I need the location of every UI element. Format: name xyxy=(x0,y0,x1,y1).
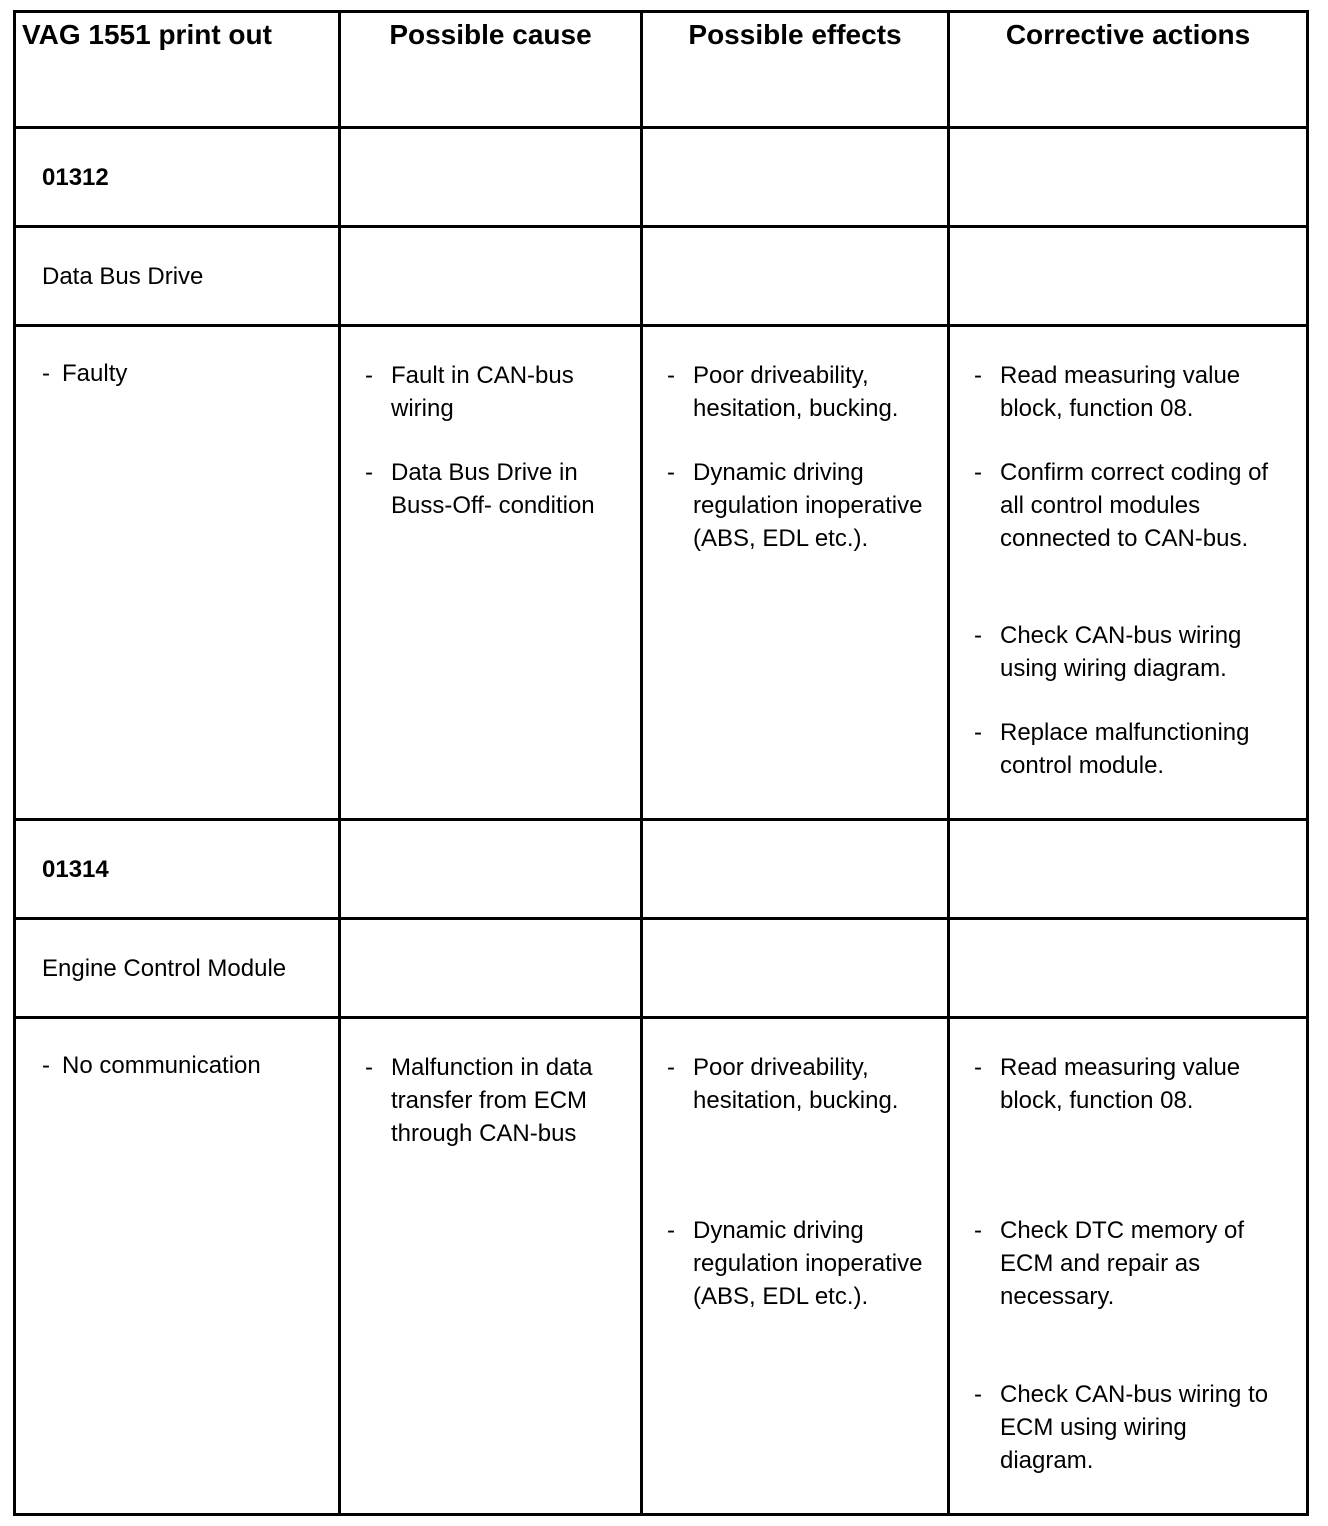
empty-cell xyxy=(340,820,642,919)
empty-cell xyxy=(642,820,949,919)
list-item: - Fault in CAN-bus wiring xyxy=(365,359,620,425)
table-row xyxy=(15,128,1308,227)
list-item: - Check CAN-bus wiring to ECM using wiring diagram. xyxy=(974,1378,1286,1477)
empty-cell xyxy=(949,128,1308,227)
list-item: - Dynamic driving regulation inoperative (ABS, EDL etc.). xyxy=(667,456,927,555)
empty-cell xyxy=(340,227,642,326)
empty-cell xyxy=(340,919,642,1018)
possible-effects-cell xyxy=(642,1018,949,1515)
possible-cause-cell xyxy=(340,1018,642,1515)
possible-cause-cell xyxy=(340,326,642,820)
list-item: - Check DTC memory of ECM and repair as necessary. xyxy=(974,1214,1286,1313)
fault-condition-cell xyxy=(15,1018,340,1515)
list-item: - Read measuring value block, function 08. xyxy=(974,359,1286,425)
list-item: - Poor driveability, hesitation, bucking. xyxy=(667,1051,927,1117)
list-item: - Check CAN-bus wiring using wiring diagram. xyxy=(974,619,1286,685)
list-item: - Read measuring value block, function 08. xyxy=(974,1051,1286,1117)
empty-cell xyxy=(642,919,949,1018)
header-printout: VAG 1551 print out xyxy=(15,12,340,128)
table-row xyxy=(15,919,1308,1018)
empty-cell xyxy=(949,820,1308,919)
empty-cell xyxy=(340,128,642,227)
component-name: Data Bus Drive xyxy=(15,227,340,326)
dtc-code: 01312 xyxy=(15,128,340,227)
possible-effects-cell xyxy=(642,326,949,820)
empty-cell xyxy=(642,128,949,227)
corrective-actions-cell xyxy=(949,326,1308,820)
component-name: Engine Control Module xyxy=(15,919,340,1018)
table-row xyxy=(15,1018,1308,1515)
list-item: - Data Bus Drive in Buss-Off- condition xyxy=(365,456,620,522)
list-item: - Poor driveability, hesitation, bucking. xyxy=(667,359,927,425)
empty-cell xyxy=(642,227,949,326)
header-corrective-actions: Corrective actions xyxy=(949,12,1308,128)
fault-condition-cell xyxy=(15,326,340,820)
dtc-code: 01314 xyxy=(15,820,340,919)
dtc-table xyxy=(13,10,1309,1516)
header-possible-effects: Possible effects xyxy=(642,12,949,128)
header-possible-cause: Possible cause xyxy=(340,12,642,128)
dash-bullet: - xyxy=(42,360,50,387)
table-row xyxy=(15,820,1308,919)
table-row xyxy=(15,326,1308,820)
table-row xyxy=(15,227,1308,326)
corrective-actions-cell xyxy=(949,1018,1308,1515)
header-row xyxy=(15,12,1308,128)
dash-bullet: - xyxy=(42,1052,50,1079)
list-item: - Malfunction in data transfer from ECM through CAN-bus xyxy=(365,1051,620,1150)
list-item: - Confirm correct coding of all control modules connected to CAN-bus. xyxy=(974,456,1286,555)
fault-condition: No communication xyxy=(62,1052,261,1079)
list-item: - Dynamic driving regulation inoperative (ABS, EDL etc.). xyxy=(667,1214,927,1313)
list-item: - Replace malfunctioning control module. xyxy=(974,716,1286,782)
fault-condition: Faulty xyxy=(62,360,128,387)
empty-cell xyxy=(949,919,1308,1018)
empty-cell xyxy=(949,227,1308,326)
